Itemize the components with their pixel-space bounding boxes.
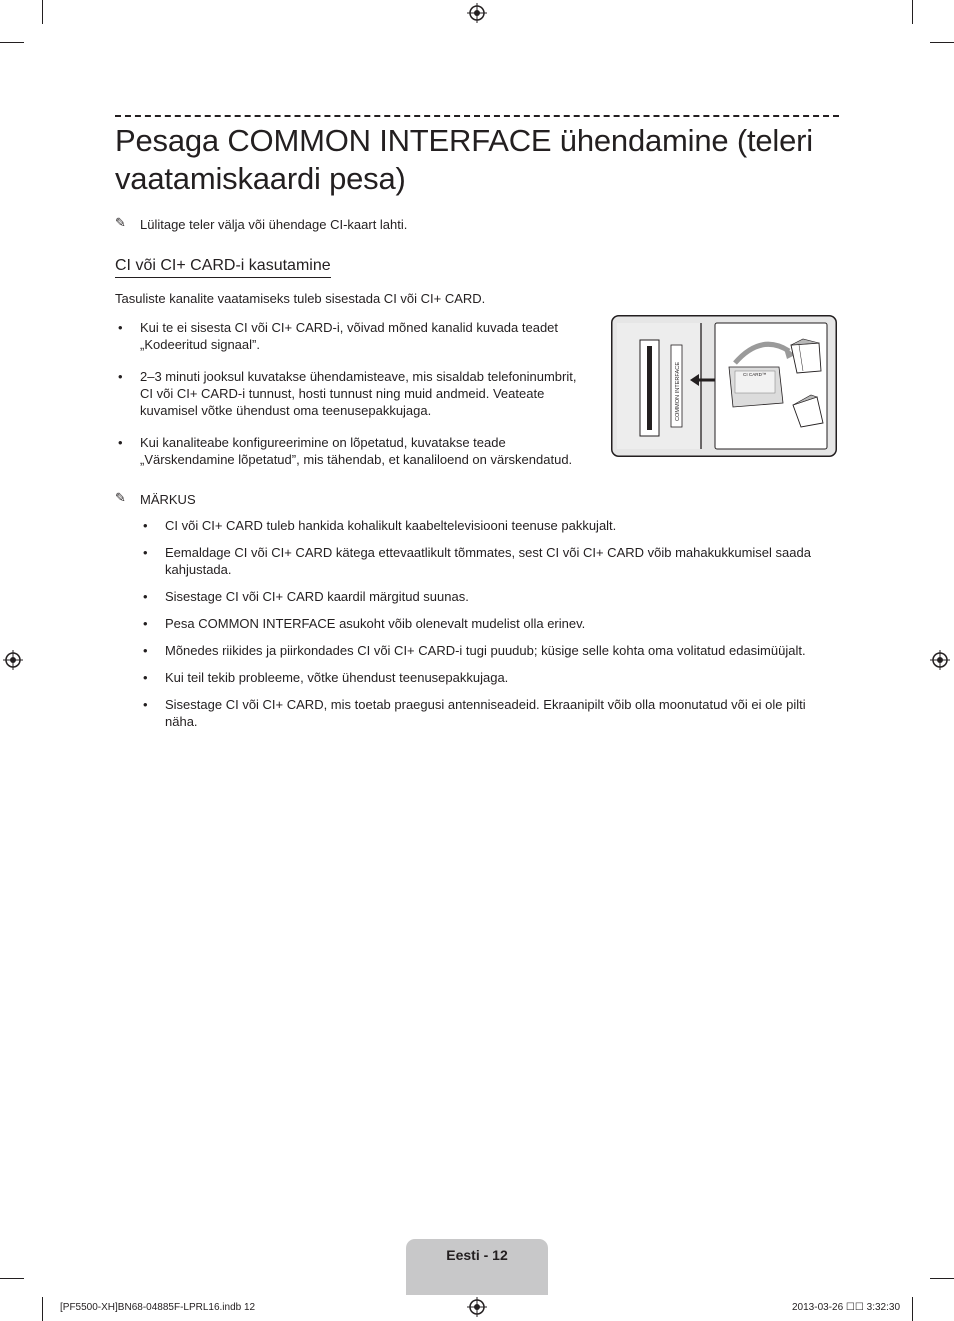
list-item-text: Kui te ei sisesta CI või CI+ CARD-i, võivad mõned kanalid kuvada teadet „Kodeeritud signaal”. bbox=[140, 320, 559, 352]
page-title: Pesaga COMMON INTERFACE ühendamine (teleri vaatamiskaardi pesa) bbox=[115, 123, 813, 196]
title-dashed-rule bbox=[115, 115, 839, 117]
notes-label: MÄRKUS bbox=[140, 492, 196, 507]
list-item-text: Mõnedes riikides ja piirkondades CI või CI+ CARD-i tugi puudub; küsige selle kohta oma volitatud edasimüüjalt. bbox=[165, 643, 806, 658]
card-label: CI CARD™ bbox=[743, 372, 767, 377]
list-item bbox=[140, 669, 840, 686]
registration-mark-icon bbox=[467, 1297, 487, 1317]
bullet-icon: • bbox=[118, 435, 123, 450]
crop-mark bbox=[0, 42, 24, 43]
list-item bbox=[140, 544, 840, 578]
list-item bbox=[140, 517, 840, 534]
crop-mark bbox=[42, 0, 43, 24]
list-item-text: 2–3 minuti jooksul kuvatakse ühendamisteave, mis sisaldab telefoninumbrit, CI või CI+ CARD-i tunnust, hosti tunnust ning muid andmeid. Veateate kuvamisel võtke ühendust oma teenusepakkujaga. bbox=[140, 369, 577, 418]
pencil-icon: ✎ bbox=[115, 490, 126, 505]
list-item-text: Kui kanaliteabe konfigureerimine on lõpetatud, kuvatakse teade „Värskendamine lõpetatud”, mis tähendab, et kanaliloend on värskendatud. bbox=[140, 435, 573, 467]
section-intro: Tasuliste kanalite vaatamiseks tuleb sisestada CI või CI+ CARD. bbox=[115, 291, 486, 306]
crop-mark bbox=[930, 42, 954, 43]
crop-mark bbox=[912, 0, 913, 24]
print-slug-file: [PF5500-XH]BN68-04885F-LPRL16.indb 12 bbox=[60, 1302, 256, 1313]
ci-card-insertion-diagram bbox=[611, 315, 837, 457]
list-item-text: Sisestage CI või CI+ CARD kaardil märgitud suunas. bbox=[165, 589, 469, 604]
bullet-icon: • bbox=[143, 518, 148, 533]
bullet-icon: • bbox=[143, 643, 148, 658]
notes-bullet-list bbox=[140, 517, 840, 730]
list-item-text: Eemaldage CI või CI+ CARD kätega ettevaatlikult tõmmates, sest CI või CI+ CARD võib mahakukkumisel saada kahjustada. bbox=[165, 545, 811, 577]
crop-mark bbox=[0, 1278, 24, 1279]
bullet-icon: • bbox=[143, 616, 148, 631]
list-item bbox=[140, 588, 840, 605]
list-item bbox=[140, 615, 840, 632]
list-item bbox=[115, 319, 585, 353]
bullet-icon: • bbox=[143, 545, 148, 560]
list-item-text: Sisestage CI või CI+ CARD, mis toetab praegusi antenniseadeid. Ekraanipilt võib olla moonutatud või ei ole pilti näha. bbox=[165, 697, 806, 729]
pencil-icon: ✎ bbox=[115, 215, 126, 230]
page-number: Eesti - 12 bbox=[446, 1247, 508, 1263]
bullet-icon: • bbox=[143, 589, 148, 604]
crop-mark bbox=[42, 1297, 43, 1321]
list-item-text: Pesa COMMON INTERFACE asukoht võib olenevalt mudelist olla erinev. bbox=[165, 616, 586, 631]
bullet-icon: • bbox=[143, 670, 148, 685]
bullet-icon: • bbox=[118, 320, 123, 335]
registration-mark-icon bbox=[467, 3, 487, 23]
list-item bbox=[115, 368, 585, 419]
crop-mark bbox=[930, 1278, 954, 1279]
registration-mark-icon bbox=[930, 650, 950, 670]
crop-mark bbox=[912, 1297, 913, 1321]
bullet-icon: • bbox=[118, 369, 123, 384]
list-item bbox=[115, 434, 585, 468]
list-item-text: CI või CI+ CARD tuleb hankida kohalikult kaabeltelevisiooni teenuse pakkujalt. bbox=[165, 518, 617, 533]
section-bullet-list bbox=[115, 319, 585, 468]
list-item bbox=[140, 696, 840, 730]
bullet-icon: • bbox=[143, 697, 148, 712]
list-item bbox=[140, 642, 840, 659]
registration-mark-icon bbox=[3, 650, 23, 670]
list-item-text: Kui teil tekib probleeme, võtke ühendust teenusepakkujaga. bbox=[165, 670, 509, 685]
slot-label: COMMON INTERFACE bbox=[675, 361, 681, 421]
section-heading: CI või CI+ CARD-i kasutamine bbox=[115, 256, 331, 278]
ci-slot-opening bbox=[647, 346, 652, 430]
top-note: Lülitage teler välja või ühendage CI-kaart lahti. bbox=[140, 217, 408, 232]
print-slug-timestamp: 2013-03-26 ☐☐ 3:32:30 bbox=[792, 1302, 901, 1313]
